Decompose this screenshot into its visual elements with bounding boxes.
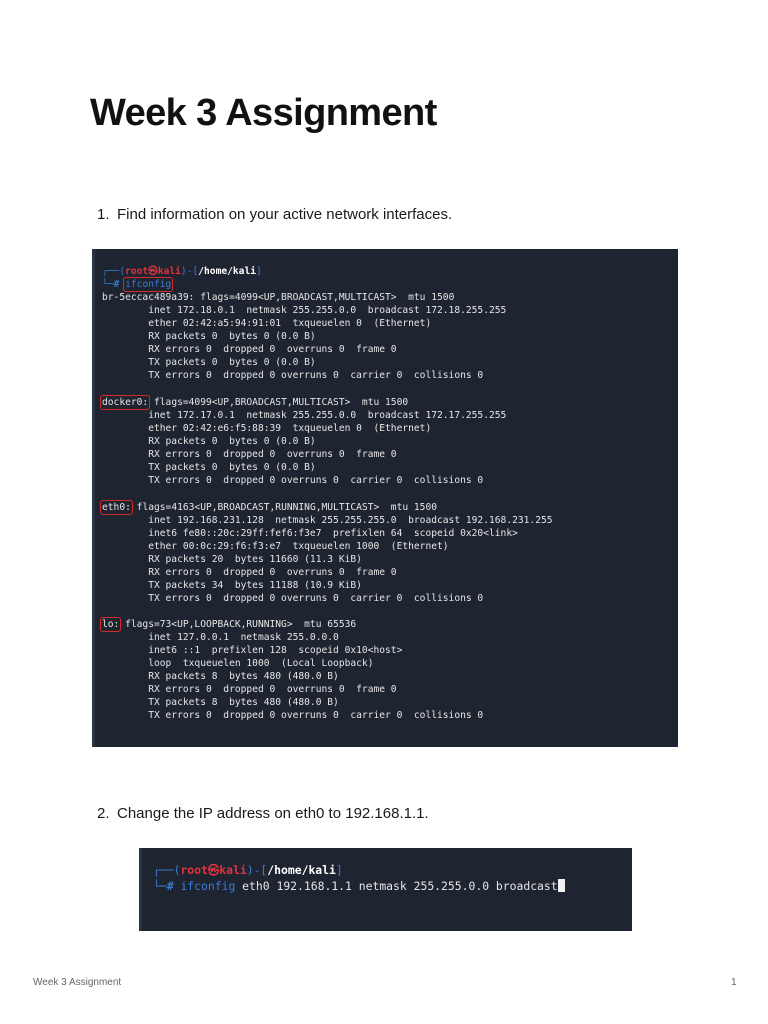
prompt-host: kali bbox=[157, 266, 181, 277]
step-1 bbox=[97, 206, 452, 223]
terminal-screenshot-set-ip bbox=[139, 848, 632, 931]
terminal-screenshot-ifconfig bbox=[92, 249, 678, 747]
interface-detail-line: inet 172.17.0.1 netmask 255.255.0.0 broadcast 172.17.255.255 bbox=[102, 410, 507, 422]
footer-title: Week 3 Assignment bbox=[33, 977, 122, 988]
prompt-cwd: /home/kali bbox=[198, 266, 257, 277]
interface-header bbox=[102, 396, 408, 409]
interface-detail-line: TX errors 0 dropped 0 overruns 0 carrier 0 collisions 0 bbox=[102, 370, 484, 382]
prompt-cwd: /home/kali bbox=[267, 863, 336, 877]
step-text: Find information on your active network interfaces. bbox=[117, 206, 453, 223]
interface-name: lo: bbox=[102, 619, 120, 630]
prompt-at: ㉿ bbox=[207, 863, 220, 877]
prompt-user: root bbox=[180, 863, 208, 877]
command-line: └─# ifconfig bbox=[102, 279, 172, 290]
interface-detail-line: TX packets 0 bytes 0 (0.0 B) bbox=[102, 357, 316, 369]
interface-detail-line: RX packets 8 bytes 480 (480.0 B) bbox=[102, 671, 339, 683]
step-number: 1. bbox=[97, 206, 110, 223]
interface-detail-line: inet 192.168.231.128 netmask 255.255.255.0 broadcast 192.168.231.255 bbox=[102, 515, 553, 527]
interface-header bbox=[102, 291, 454, 304]
interface-detail-line: ether 00:0c:29:f6:f3:e7 txqueuelen 1000 (Ethernet) bbox=[102, 541, 449, 553]
interface-detail-line: RX packets 20 bytes 11660 (11.3 KiB) bbox=[102, 554, 362, 566]
interface-detail-line: RX errors 0 dropped 0 overruns 0 frame 0 bbox=[102, 449, 397, 461]
interface-detail-line: inet6 ::1 prefixlen 128 scopeid 0x10<host> bbox=[102, 645, 403, 657]
interface-detail-line: RX packets 0 bytes 0 (0.0 B) bbox=[102, 331, 316, 343]
page-number: 1 bbox=[731, 977, 737, 988]
interface-flags: flags=4163<UP,BROADCAST,RUNNING,MULTICAST> mtu 1500 bbox=[130, 502, 438, 513]
prompt-user: root bbox=[125, 266, 149, 277]
prompt-at: ㉿ bbox=[148, 266, 158, 277]
interface-detail-line: ether 02:42:a5:94:91:01 txqueuelen 0 (Ethernet) bbox=[102, 318, 432, 330]
interface-detail-line: inet 172.18.0.1 netmask 255.255.0.0 broadcast 172.18.255.255 bbox=[102, 305, 507, 317]
interface-detail-line: TX errors 0 dropped 0 overruns 0 carrier 0 collisions 0 bbox=[102, 593, 484, 605]
interface-detail-line: RX packets 0 bytes 0 (0.0 B) bbox=[102, 436, 316, 448]
command-line: └─# ifconfig eth0 192.168.1.1 netmask 255.255.0.0 broadcast bbox=[153, 878, 565, 894]
prompt-line: ┌──(root㉿kali)-[/home/kali] bbox=[153, 863, 343, 877]
interface-detail-line: ether 02:42:e6:f5:88:39 txqueuelen 0 (Ethernet) bbox=[102, 423, 432, 435]
page-title: Week 3 Assignment bbox=[90, 92, 437, 134]
step-2 bbox=[97, 805, 429, 822]
prompt-hash: # bbox=[166, 879, 174, 893]
prompt-line: ┌──(root㉿kali)-[/home/kali] bbox=[102, 266, 262, 277]
interface-detail-line: RX errors 0 dropped 0 overruns 0 frame 0 bbox=[102, 344, 397, 356]
interface-name: eth0: bbox=[102, 502, 131, 513]
interface-detail-line: RX errors 0 dropped 0 overruns 0 frame 0 bbox=[102, 684, 397, 696]
text-cursor bbox=[558, 879, 565, 892]
step-number: 2. bbox=[97, 805, 110, 822]
interface-detail-line: TX packets 8 bytes 480 (480.0 B) bbox=[102, 697, 339, 709]
interface-detail-line: TX packets 34 bytes 11188 (10.9 KiB) bbox=[102, 580, 362, 592]
command-name: ifconfig bbox=[180, 879, 236, 893]
interface-detail-line: TX errors 0 dropped 0 overruns 0 carrier 0 collisions 0 bbox=[102, 475, 484, 487]
step-text: Change the IP address on eth0 to 192.168.1.1. bbox=[117, 805, 429, 822]
interface-detail-line: inet 127.0.0.1 netmask 255.0.0.0 bbox=[102, 632, 339, 644]
prompt-hash: # bbox=[113, 279, 120, 290]
interface-header bbox=[102, 501, 437, 514]
interface-detail-line: TX packets 0 bytes 0 (0.0 B) bbox=[102, 462, 316, 474]
interface-detail-line: loop txqueuelen 1000 (Local Loopback) bbox=[102, 658, 374, 670]
interface-header bbox=[102, 618, 356, 631]
interface-detail-line: inet6 fe80::20c:29ff:fef6:f3e7 prefixlen 64 scopeid 0x20<link> bbox=[102, 528, 518, 540]
interface-detail-line: RX errors 0 dropped 0 overruns 0 frame 0 bbox=[102, 567, 397, 579]
interface-detail-line: TX errors 0 dropped 0 overruns 0 carrier 0 collisions 0 bbox=[102, 710, 484, 722]
interface-flags: flags=4099<UP,BROADCAST,MULTICAST> mtu 1500 bbox=[194, 292, 455, 303]
command-highlighted: ifconfig bbox=[125, 279, 172, 290]
prompt-host: kali bbox=[219, 863, 247, 877]
command-args: eth0 192.168.1.1 netmask 255.255.0.0 broadcast bbox=[235, 879, 558, 893]
interface-flags: flags=73<UP,LOOPBACK,RUNNING> mtu 65536 bbox=[119, 619, 357, 630]
interface-flags: flags=4099<UP,BROADCAST,MULTICAST> mtu 1500 bbox=[148, 397, 409, 408]
interface-name: docker0: bbox=[102, 397, 149, 408]
interface-name: br-5eccac489a39: bbox=[102, 292, 195, 303]
